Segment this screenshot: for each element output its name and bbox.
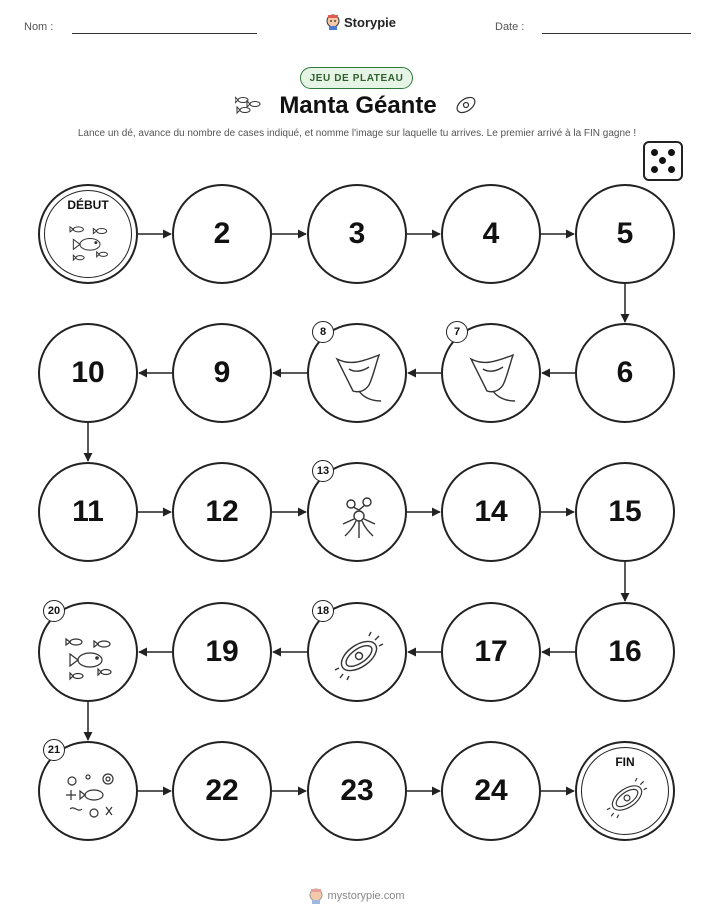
space-number: 23: [340, 774, 374, 807]
microbe-icon: [329, 626, 389, 686]
game-type-badge: JEU DE PLATEAU: [300, 67, 413, 89]
space-number: 2: [213, 217, 231, 250]
board-space-9: [172, 323, 272, 423]
footer: [0, 888, 714, 904]
board-space-2: [172, 184, 272, 284]
space-number-tag: 18: [312, 600, 334, 622]
board-space-end: [575, 741, 675, 841]
ocean-life-icon: [60, 765, 120, 825]
footer-url[interactable]: mystorypie.com: [327, 890, 405, 902]
board-space-14: [441, 462, 541, 562]
space-number: 12: [205, 495, 239, 528]
space-number-tag: 7: [446, 321, 468, 343]
board-space-15: [575, 462, 675, 562]
page-title-text: Manta Géante: [279, 92, 437, 119]
fish-school-icon: [60, 626, 120, 686]
board-space-22: [172, 741, 272, 841]
bear-mascot-icon: [309, 888, 323, 904]
instructions: Lance un dé, avance du nombre de cases indiqué, et nomme l'image sur laquelle tu arrives. Le premier arrivé à la FIN gagne !: [77, 128, 637, 139]
space-number: 22: [205, 774, 239, 807]
board-space-12: [172, 462, 272, 562]
board-space-5: [575, 184, 675, 284]
board-space-16: [575, 602, 675, 702]
space-number: 15: [608, 495, 642, 528]
date-label: Date :: [495, 21, 525, 33]
name-label: Nom :: [24, 21, 54, 33]
space-number-tag: 20: [43, 600, 65, 622]
space-number: 10: [71, 356, 105, 389]
space-number-tag: 13: [312, 460, 334, 482]
board-space-19: [172, 602, 272, 702]
space-number: 19: [205, 635, 239, 668]
space-number: 9: [213, 356, 231, 389]
board-space-17: [441, 602, 541, 702]
board-space-start: [38, 184, 138, 284]
space-number: 6: [616, 356, 634, 389]
space-number: 16: [608, 635, 642, 668]
board-space-24: [441, 741, 541, 841]
plankton-icon: [329, 486, 389, 546]
board-space-6: [575, 323, 675, 423]
board-space-3: [307, 184, 407, 284]
space-number: 3: [348, 217, 366, 250]
space-number: 24: [474, 774, 508, 807]
microbe-icon: [602, 773, 652, 823]
board-space-11: [38, 462, 138, 562]
manta-ray-icon: [463, 347, 523, 407]
space-number-tag: 21: [43, 739, 65, 761]
board-space-23: [307, 741, 407, 841]
space-number: 14: [474, 495, 508, 528]
fish-school-icon: [65, 216, 115, 266]
space-number: 17: [474, 635, 508, 668]
board-space-10: [38, 323, 138, 423]
space-number-tag: 8: [312, 321, 334, 343]
space-number: 11: [72, 495, 104, 528]
space-number: 4: [482, 217, 500, 250]
end-label: FIN: [615, 755, 635, 769]
board-space-4: [441, 184, 541, 284]
start-label: DÉBUT: [67, 198, 109, 212]
space-number: 5: [616, 217, 634, 250]
brand-name: Storypie: [344, 14, 397, 30]
manta-ray-icon: [329, 347, 389, 407]
